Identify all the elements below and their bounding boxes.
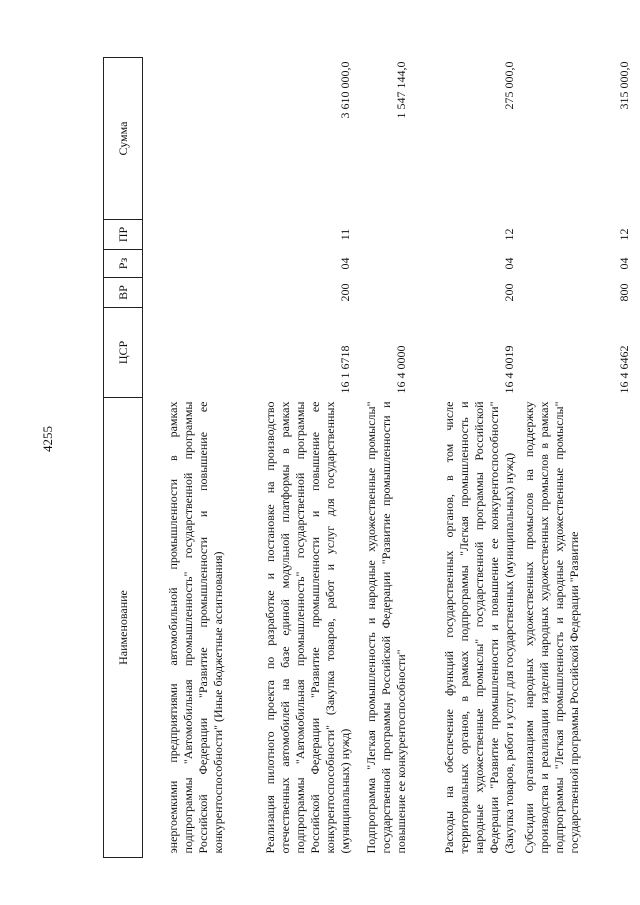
- row-vr: 200: [502, 283, 516, 302]
- header-sum: Сумма: [104, 58, 143, 220]
- header-vr: ВР: [104, 278, 143, 308]
- header-name: Наименование: [104, 398, 143, 858]
- row-sum: 1 547 144,0: [394, 61, 408, 119]
- row-csr: 16 4 0000: [394, 345, 408, 394]
- row-csr: 16 4 0019: [502, 345, 516, 394]
- header-pr: ПР: [104, 220, 143, 250]
- row-name: Субсидии организациям народных художественных промыслов на поддержку производства и реализации изделий народных художественных промыслов в рамках подпрограммы "Легкая промышленность и народные художественные промыслы" государственной программы Российской Федерации "Развитие: [522, 401, 581, 854]
- row-rz: [358, 250, 414, 278]
- row-rz: 04: [338, 257, 352, 270]
- row-pr: 12: [502, 228, 516, 241]
- table-row: [414, 58, 522, 858]
- row-pr: [143, 220, 232, 250]
- budget-table: [103, 57, 637, 858]
- row-vr: [358, 278, 414, 308]
- table-row: [231, 58, 358, 858]
- row-rz: 04: [502, 257, 516, 270]
- row-vr: 800: [617, 283, 631, 302]
- row-rz: [143, 250, 232, 278]
- row-sum: 315 000,0: [617, 61, 631, 110]
- table-row: [522, 58, 637, 858]
- row-sum: 275 000,0: [502, 61, 516, 110]
- row-pr: 11: [338, 228, 352, 241]
- page-number: 4255: [40, 426, 55, 452]
- row-rz: 04: [617, 257, 631, 270]
- row-name: Реализация пилотного проекта по разработке и постановке на производство отечественных автомобилей на базе единой модульной платформы в рамках подпрограммы "Автомобильная промышленность" государственной программы Российской Федерации "Развитие промышленности и повышение ее конкурентоспособности" (Закупка товаров, работ и услуг для государственных (муниципальных) нужд): [263, 401, 352, 854]
- table-row: [358, 58, 414, 858]
- row-pr: 12: [617, 228, 631, 241]
- header-csr: ЦСР: [104, 308, 143, 398]
- row-sum: 3 610 000,0: [338, 61, 352, 119]
- row-pr: [358, 220, 414, 250]
- row-csr: 16 4 6462: [617, 345, 631, 394]
- row-vr: 200: [338, 283, 352, 302]
- row-csr: 16 1 6718: [338, 345, 352, 394]
- row-vr: [143, 278, 232, 308]
- row-sum: [143, 58, 232, 220]
- row-name: Подпрограмма "Легкая промышленность и народные художественные промыслы" государственной программы Российской Федерации "Развитие промышленности и повышение ее конкурентоспособности": [364, 401, 408, 854]
- table-row: [143, 58, 232, 858]
- header-rz: Рз: [104, 250, 143, 278]
- table-header-row: [104, 58, 143, 858]
- row-csr: [143, 308, 232, 398]
- rotated-page-content: [103, 58, 633, 858]
- row-name: Расходы на обеспечение функций государственных органов, в том числе территориальных органов, в рамках подпрограммы "Легкая промышленность и народные художественные промыслы" государственной программы Российской Федерации "Развитие промышленности и повышение ее конкурентоспособности" (Закупка товаров, работ и услуг для государственных (муниципальных) нужд): [442, 401, 516, 854]
- row-name: энергоемкими предприятиями автомобильной промышленности в рамках подпрограммы "Автомобильная промышленность" государственной программы Российской Федерации "Развитие промышленности и повышение ее конкурентоспособности" (Иные бюджетные ассигнования): [166, 401, 225, 854]
